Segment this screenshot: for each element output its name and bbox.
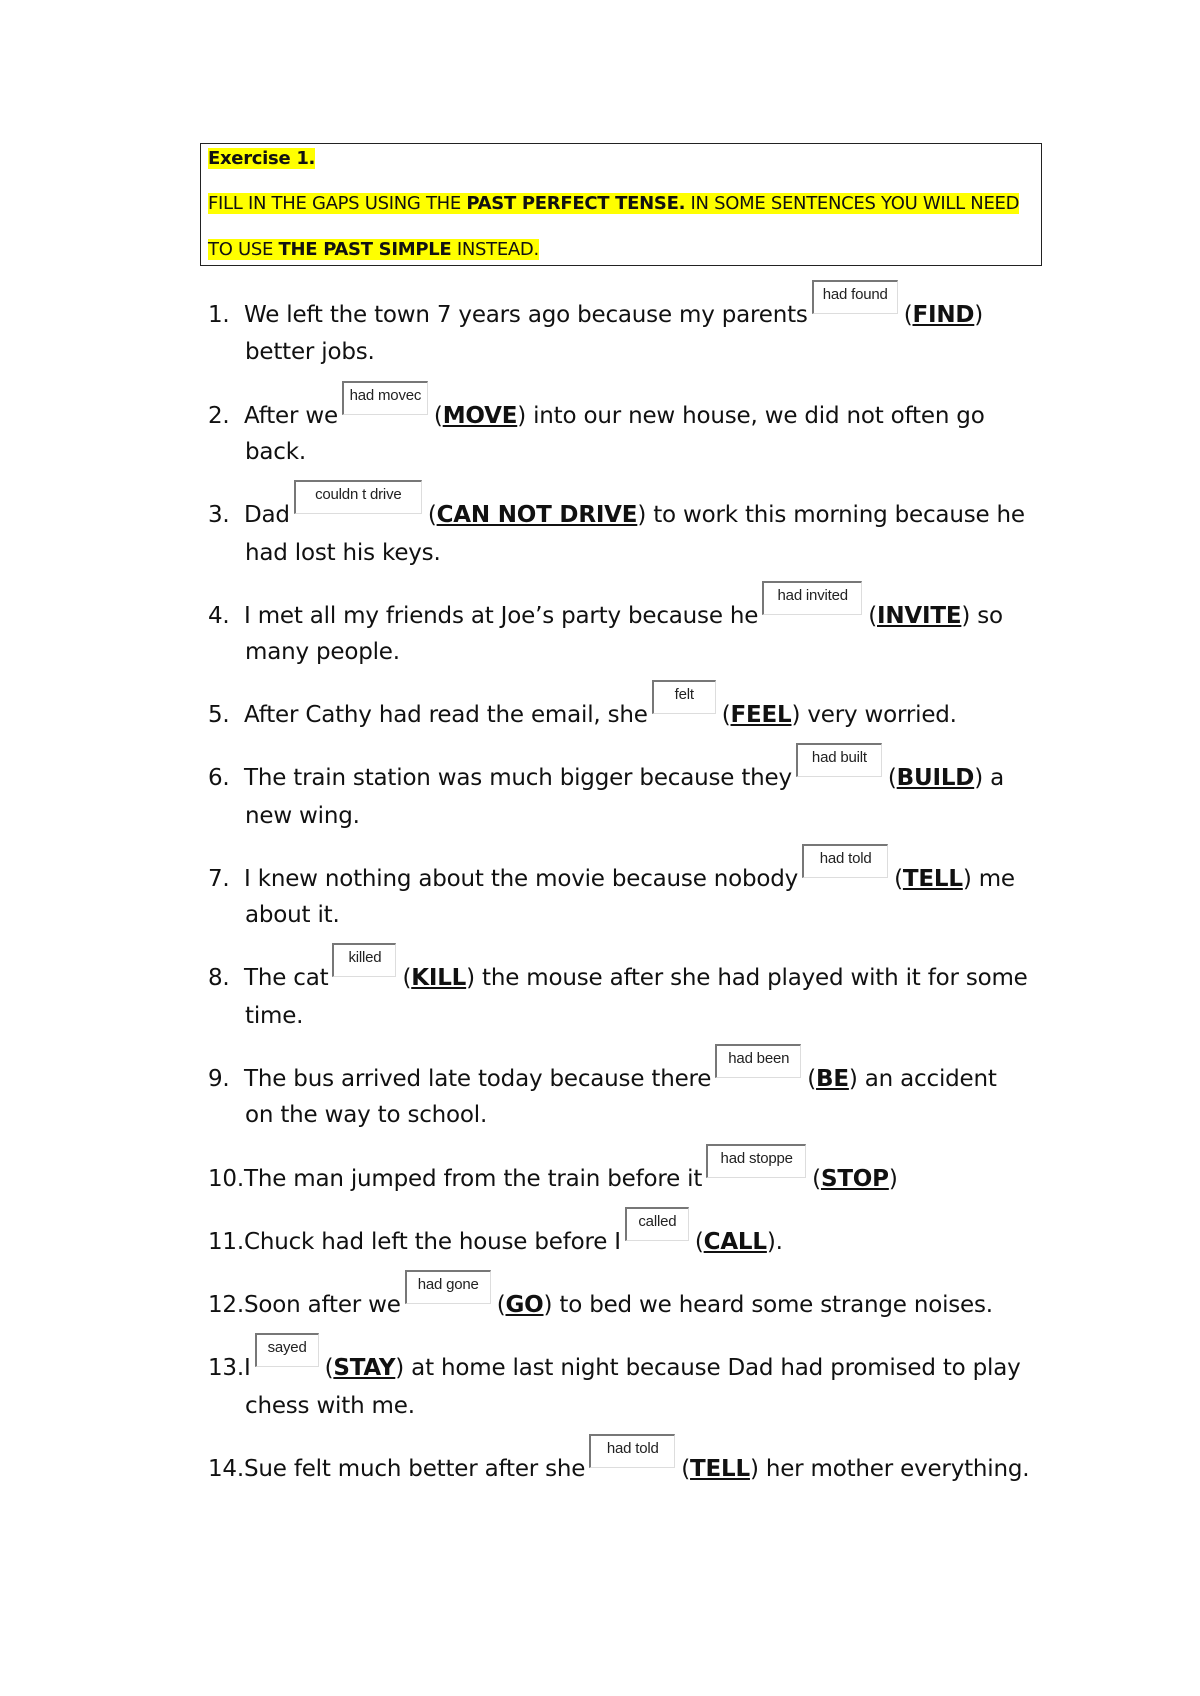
question-9: 9. The bus arrived late today because therehad been(BE) an accident	[208, 1060, 997, 1098]
verb-prompt: GO	[505, 1292, 544, 1318]
verb-prompt: STOP	[820, 1166, 889, 1192]
verb-prompt: FEEL	[730, 702, 792, 728]
verb-prompt: BE	[816, 1066, 849, 1092]
question-13-continued: chess with me.	[245, 1393, 415, 1419]
question-2-continued: back.	[245, 439, 306, 465]
question-3-continued: had lost his keys.	[245, 540, 441, 566]
answer-field[interactable]: killed	[332, 943, 396, 977]
instructions-line-1: FILL IN THE GAPS USING THE PAST PERFECT TENSE. IN SOME SENTENCES YOU WILL NEED	[208, 193, 1020, 214]
question-3: 3. Dadcouldn t drive(CAN NOT DRIVE) to work this morning because he	[208, 496, 1025, 534]
verb-prompt: KILL	[411, 965, 467, 991]
answer-field[interactable]: had found	[812, 280, 898, 314]
answer-field[interactable]: sayed	[255, 1333, 319, 1367]
answer-field[interactable]: had movec	[342, 381, 428, 415]
answer-field[interactable]: had invited	[762, 581, 862, 615]
question-10: 10.The man jumped from the train before ithad stoppe(STOP)	[208, 1160, 898, 1198]
answer-field[interactable]: felt	[652, 680, 716, 714]
answer-field[interactable]: had been	[715, 1044, 801, 1078]
question-4: 4. I met all my friends at Joe’s party because hehad invited(INVITE) so	[208, 597, 1003, 635]
verb-prompt: FIND	[912, 302, 975, 328]
answer-field[interactable]: had stoppe	[706, 1144, 806, 1178]
question-14: 14.Sue felt much better after shehad told(TELL) her mother everything.	[208, 1450, 1029, 1488]
question-12: 12.Soon after wehad gone(GO) to bed we heard some strange noises.	[208, 1286, 993, 1324]
question-7-continued: about it.	[245, 902, 340, 928]
answer-field[interactable]: had told	[589, 1434, 675, 1468]
question-13: 13.Isayed(STAY) at home last night because Dad had promised to play	[208, 1349, 1021, 1387]
verb-prompt: INVITE	[877, 603, 962, 629]
answer-field[interactable]: called	[625, 1207, 689, 1241]
question-6: 6. The train station was much bigger because theyhad built(BUILD) a	[208, 759, 1004, 797]
question-6-continued: new wing.	[245, 803, 360, 829]
verb-prompt: CAN NOT DRIVE	[436, 502, 638, 528]
answer-field[interactable]: couldn t drive	[294, 480, 422, 514]
answer-field[interactable]: had built	[796, 743, 882, 777]
verb-prompt: TELL	[902, 866, 963, 892]
question-1: 1. We left the town 7 years ago because my parentshad found(FIND)	[208, 296, 983, 334]
question-8-continued: time.	[245, 1003, 304, 1029]
answer-field[interactable]: had told	[802, 844, 888, 878]
verb-prompt: TELL	[690, 1456, 750, 1482]
exercise-title: Exercise 1.	[208, 148, 316, 169]
instructions-line-2: TO USE THE PAST SIMPLE INSTEAD.	[208, 239, 539, 260]
verb-prompt: CALL	[703, 1229, 767, 1255]
question-1-continued: better jobs.	[245, 339, 375, 365]
verb-prompt: BUILD	[896, 765, 975, 791]
question-8: 8. The catkilled(KILL) the mouse after she had played with it for some	[208, 959, 1028, 997]
verb-prompt: STAY	[333, 1355, 396, 1381]
question-5: 5. After Cathy had read the email, shefelt(FEEL) very worried.	[208, 696, 957, 734]
question-11: 11.Chuck had left the house before Icalled(CALL).	[208, 1223, 783, 1261]
instructions-box	[200, 143, 1042, 266]
question-2: 2. After wehad movec(MOVE) into our new house, we did not often go	[208, 397, 985, 435]
question-7: 7. I knew nothing about the movie because nobodyhad told(TELL) me	[208, 860, 1015, 898]
verb-prompt: MOVE	[442, 403, 518, 429]
question-4-continued: many people.	[245, 639, 400, 665]
question-9-continued: on the way to school.	[245, 1102, 488, 1128]
answer-field[interactable]: had gone	[405, 1270, 491, 1304]
